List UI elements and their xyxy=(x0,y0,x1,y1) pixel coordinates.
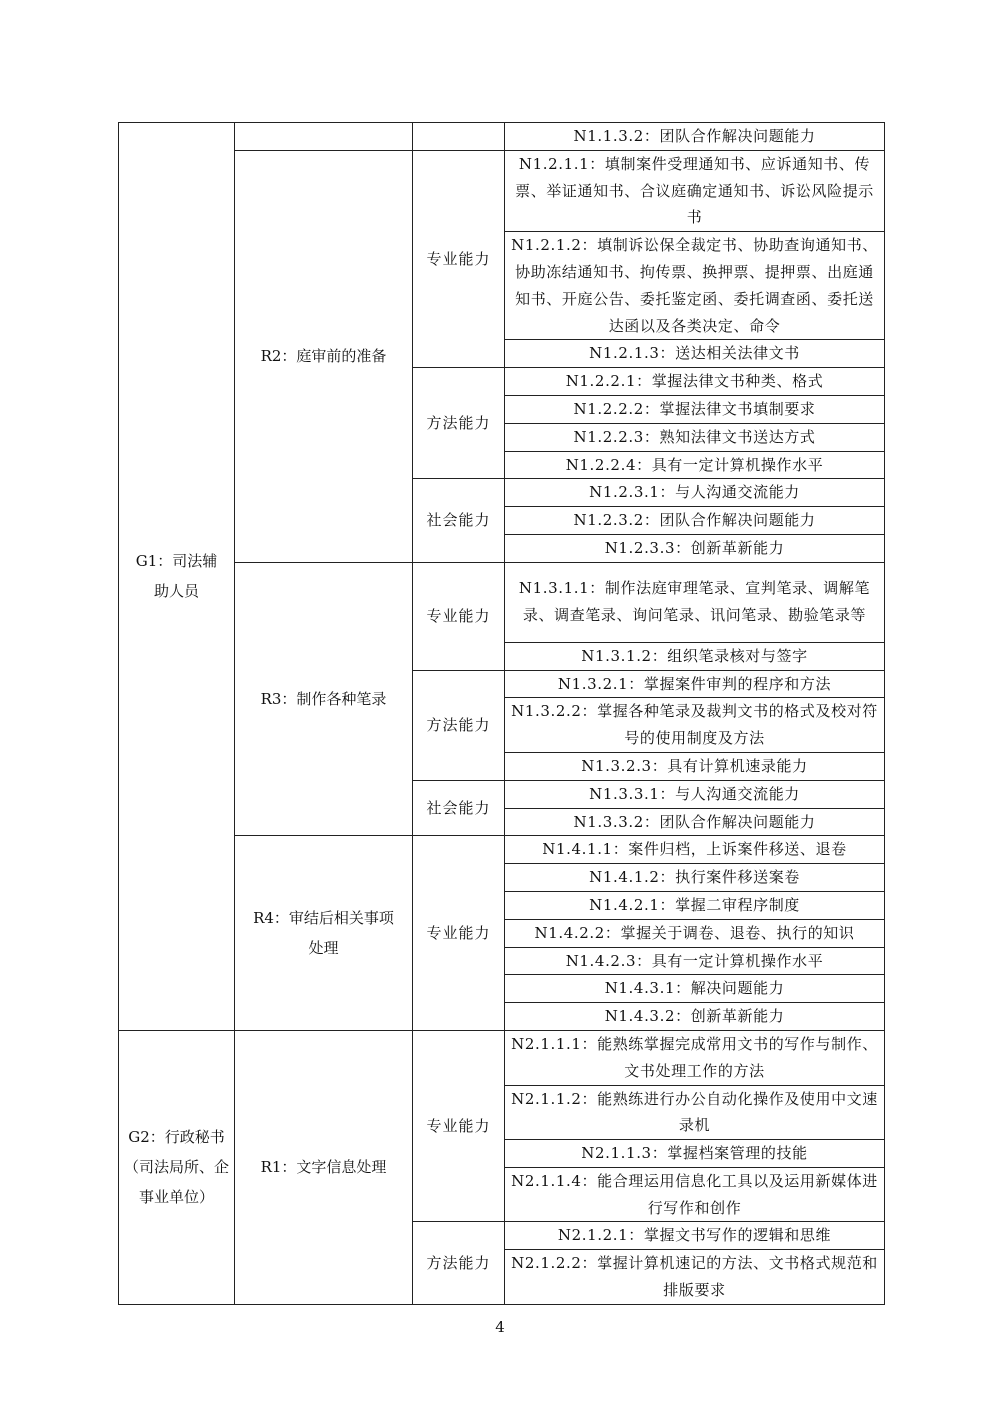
competency-cell: N1.4.2.1：掌握二审程序制度 xyxy=(505,891,885,919)
group-cell-g1: G1：司法辅助人员 xyxy=(119,123,235,1031)
page-number: 4 xyxy=(495,1318,505,1336)
capability-cell-professional: 专业能力 xyxy=(413,836,505,1031)
competency-cell: N2.1.1.2：能熟练进行办公自动化操作及使用中文速录机 xyxy=(505,1085,885,1140)
role-cell-r3: R3：制作各种笔录 xyxy=(235,562,413,836)
capability-cell-professional: 专业能力 xyxy=(413,150,505,367)
competency-cell: N2.1.2.1：掌握文书写作的逻辑和思维 xyxy=(505,1222,885,1250)
table-row xyxy=(119,1030,885,1085)
competency-cell: N1.3.2.1：掌握案件审判的程序和方法 xyxy=(505,670,885,698)
competency-cell: N1.2.2.1：掌握法律文书种类、格式 xyxy=(505,368,885,396)
competency-cell: N1.3.3.2：团队合作解决问题能力 xyxy=(505,808,885,836)
capability-cell-empty xyxy=(413,123,505,151)
role-cell-empty xyxy=(235,123,413,151)
competency-cell: N1.3.2.3：具有计算机速录能力 xyxy=(505,752,885,780)
competency-cell: N1.2.3.2：团队合作解决问题能力 xyxy=(505,507,885,535)
competency-cell: N1.4.1.2：执行案件移送案卷 xyxy=(505,864,885,892)
competency-cell: N1.3.2.2：掌握各种笔录及裁判文书的格式及校对符号的使用制度及方法 xyxy=(505,698,885,753)
competency-table xyxy=(118,122,885,1305)
competency-cell: N1.2.1.2：填制诉讼保全裁定书、协助查询通知书、协助冻结通知书、拘传票、换押票、提押票、出庭通知书、开庭公告、委托鉴定函、委托调查函、委托送达函以及各类决定、命令 xyxy=(505,232,885,340)
competency-cell: N1.2.2.3：熟知法律文书送达方式 xyxy=(505,423,885,451)
capability-cell-professional: 专业能力 xyxy=(413,562,505,670)
group-cell-g2: G2：行政秘书（司法局所、企事业单位） xyxy=(119,1030,235,1304)
capability-cell-method: 方法能力 xyxy=(413,368,505,479)
role-cell-r4: R4：审结后相关事项处理 xyxy=(235,836,413,1031)
capability-cell-method: 方法能力 xyxy=(413,670,505,780)
table-row xyxy=(119,123,885,151)
competency-cell: N1.4.2.3：具有一定计算机操作水平 xyxy=(505,947,885,975)
capability-cell-social: 社会能力 xyxy=(413,479,505,562)
competency-cell: N1.3.1.1：制作法庭审理笔录、宣判笔录、调解笔录、调查笔录、询问笔录、讯问笔录、勘验笔录等 xyxy=(505,562,885,642)
competency-cell: N2.1.1.3：掌握档案管理的技能 xyxy=(505,1140,885,1168)
competency-cell: N2.1.2.2：掌握计算机速记的方法、文书格式规范和排版要求 xyxy=(505,1250,885,1305)
competency-cell: N1.4.2.2：掌握关于调卷、退卷、执行的知识 xyxy=(505,919,885,947)
capability-cell-professional: 专业能力 xyxy=(413,1030,505,1222)
competency-cell: N2.1.1.4：能合理运用信息化工具以及运用新媒体进行写作和创作 xyxy=(505,1167,885,1222)
competency-cell: N1.2.1.1：填制案件受理通知书、应诉通知书、传票、举证通知书、合议庭确定通知书、诉讼风险提示书 xyxy=(505,150,885,231)
competency-cell: N1.4.1.1：案件归档，上诉案件移送、退卷 xyxy=(505,836,885,864)
competency-cell: N1.2.2.4：具有一定计算机操作水平 xyxy=(505,451,885,479)
competency-cell: N1.3.1.2：组织笔录核对与签字 xyxy=(505,642,885,670)
competency-cell: N1.3.3.1：与人沟通交流能力 xyxy=(505,780,885,808)
competency-cell: N1.2.2.2：掌握法律文书填制要求 xyxy=(505,395,885,423)
competency-cell: N1.1.3.2：团队合作解决问题能力 xyxy=(505,123,885,151)
competency-cell: N2.1.1.1：能熟练掌握完成常用文书的写作与制作、文书处理工作的方法 xyxy=(505,1030,885,1085)
competency-cell: N1.2.3.1：与人沟通交流能力 xyxy=(505,479,885,507)
competency-cell: N1.4.3.1：解决问题能力 xyxy=(505,975,885,1003)
competency-cell: N1.2.3.3：创新革新能力 xyxy=(505,534,885,562)
capability-cell-social: 社会能力 xyxy=(413,780,505,836)
role-cell-r2: R2：庭审前的准备 xyxy=(235,150,413,562)
role-cell-r1: R1：文字信息处理 xyxy=(235,1030,413,1304)
capability-cell-method: 方法能力 xyxy=(413,1222,505,1304)
competency-cell: N1.4.3.2：创新革新能力 xyxy=(505,1003,885,1031)
competency-cell: N1.2.1.3：送达相关法律文书 xyxy=(505,340,885,368)
